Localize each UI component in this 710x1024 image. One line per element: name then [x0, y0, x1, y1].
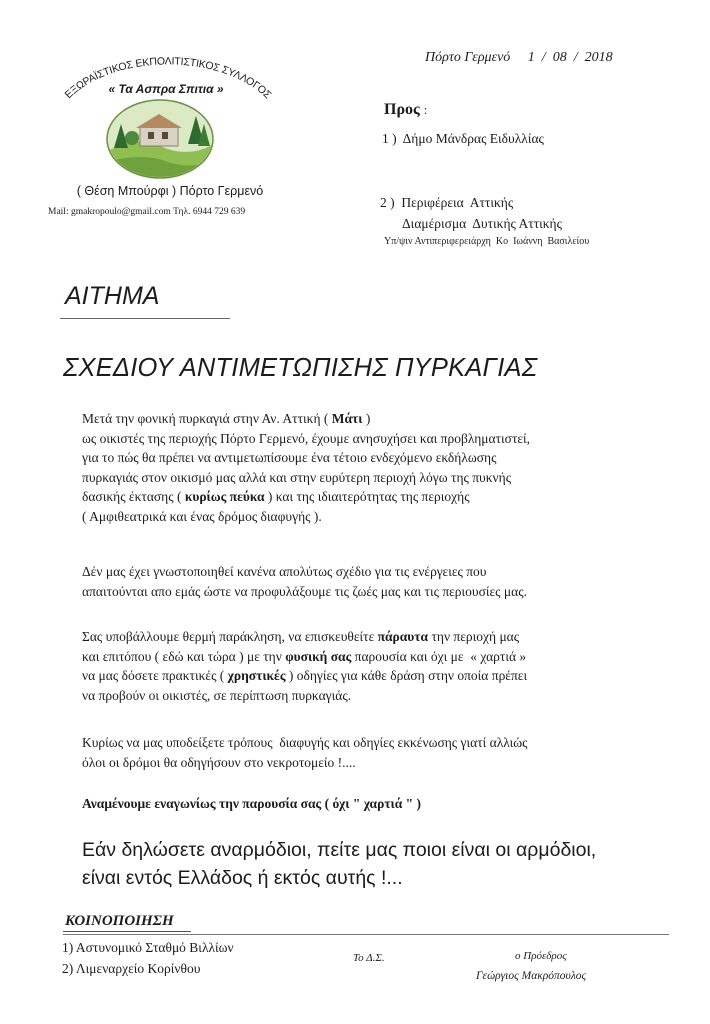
association-contact: Mail: gmakropoulo@gmail.com Τηλ. 6944 729 639 — [48, 207, 246, 217]
document-subtitle: ΣΧΕΔΙΟΥ ΑΝΤΙΜΕΤΩΠΙΣΗΣ ΠΥΡΚΑΓΙΑΣ — [63, 354, 538, 382]
paragraph-line: ως οικιστές της περιοχής Πόρτο Γερμενό, έχουμε ανησυχήσει και προβληματιστεί, — [82, 430, 531, 446]
paragraph-line: Δέν μας έχει γνωστοποιηθεί κανένα απολύτως σχέδιο για τις ενέργειες που — [82, 564, 487, 579]
paragraph-line: ( Αμφιθεατρικά και ένας δρόμος διαφυγής ). — [82, 508, 322, 524]
paragraph-line: δασικής έκτασης ( κυρίως πεύκα ) και της ιδιαιτερότητας της περιοχής — [82, 489, 470, 505]
president-title: ο Πρόεδρος — [515, 950, 567, 962]
cc-item: 2) Λιμεναρχείο Κορίνθου — [62, 961, 201, 976]
paragraph-line: Αναμένουμε εναγωνίως την παρουσία σας ( όχι " χαρτιά " ) — [82, 796, 421, 811]
paragraph-2 — [82, 562, 662, 601]
to-label: Προς — [384, 101, 420, 118]
paragraph-line: να προβούν οι οικιστές, σε περίπτωση πυρκαγιάς. — [82, 687, 352, 703]
statement-line: Εάν δηλώσετε αναρμόδιοι, πείτε μας ποιοι είναι οι αρμόδιοι, — [82, 839, 597, 861]
recipient-1: 1 ) Δήμο Μάνδρας Ειδυλλίας — [382, 131, 544, 146]
cc-title: ΚΟΙΝΟΠΟΙΗΣΗ — [65, 913, 174, 929]
paragraph-line: και επιτόπου ( εδώ και τώρα ) με την φυσική σας παρουσία και όχι με « χαρτιά » — [82, 648, 527, 664]
board-signature: Το Δ.Σ. — [353, 952, 385, 964]
paragraph-line: όλοι οι δρόμοι θα οδηγήσουν στο νεκροτομείο !.... — [82, 754, 356, 770]
paragraph-3 — [82, 627, 662, 705]
cc-item: 1) Αστυνομικό Σταθμό Βιλλίων — [62, 940, 234, 955]
recipients-heading — [384, 101, 427, 119]
footer-divider — [63, 934, 669, 935]
title-underline — [60, 318, 230, 319]
document-title: ΑΙΤΗΜΑ — [65, 282, 160, 310]
president-name: Γεώργιος Μακρόπουλος — [476, 970, 587, 982]
association-location: ( Θέση Μπούρφι ) Πόρτο Γερμενό — [76, 184, 264, 198]
recipient-2-attention: Υπ/ψιν Αντιπεριφερειάρχη Κο Ιωάννη Βασιλείου — [384, 236, 590, 247]
landscape-emblem — [106, 100, 214, 184]
paragraph-line: πυρκαγιάς στον οικισμό μας αλλά και στην ευρύτερη περιοχή λόγω της πυκνής — [82, 469, 512, 485]
paragraph-line: απαιτούνται απο εμάς ώστε να προφυλάξουμε τις ζωές μας και τις περιουσίες μας. — [82, 583, 527, 599]
paragraph-4 — [82, 733, 662, 772]
statement-line: είναι εντός Ελλάδος ή εκτός αυτής !... — [82, 867, 403, 889]
association-name: ΕΞΩΡΑΪΣΤΙΚΟΣ ΕΚΠΟΛΙΤΙΣΤΙΚΟΣ ΣΥΛΛΟΓΟΣ — [62, 55, 274, 102]
paragraph-line: Σας υποβάλλουμε θερμή παράκληση, να επισκευθείτε πάραυτα την περιοχή μας — [82, 629, 520, 644]
paragraph-line: Μετά την φονική πυρκαγιά στην Αν. Αττική ( Μάτι ) — [82, 411, 371, 426]
paragraph-line: Κυρίως να μας υποδείξετε τρόπους διαφυγής και οδηγίες εκκένωσης γιατί αλλιώς — [82, 735, 528, 750]
association-subtitle: « Τα Ασπρα Σπιτια » — [108, 82, 224, 96]
to-colon: : — [423, 102, 428, 117]
paragraph-5 — [82, 794, 662, 814]
cc-underline — [63, 931, 191, 932]
paragraph-1 — [82, 409, 662, 527]
paragraph-line: να μας δόσετε πρακτικές ( χρηστικές ) οδηγίες για κάθε δράση στην οποία πρέπει — [82, 668, 528, 684]
association-logo — [48, 44, 288, 194]
recipient-2-department: Διαμέρισμα Δυτικής Αττικής — [402, 216, 562, 231]
closing-statement — [82, 836, 682, 892]
place-and-date: Πόρτο Γερμενό 1 / 08 / 2018 — [425, 50, 613, 65]
recipient-2: 2 ) Περιφέρεια Αττικής — [380, 195, 514, 210]
paragraph-line: για το πώς θα πρέπει να αντιμετωπίσουμε ένα τέτοιο ενδεχόμενο εκδήλωσης — [82, 450, 497, 466]
